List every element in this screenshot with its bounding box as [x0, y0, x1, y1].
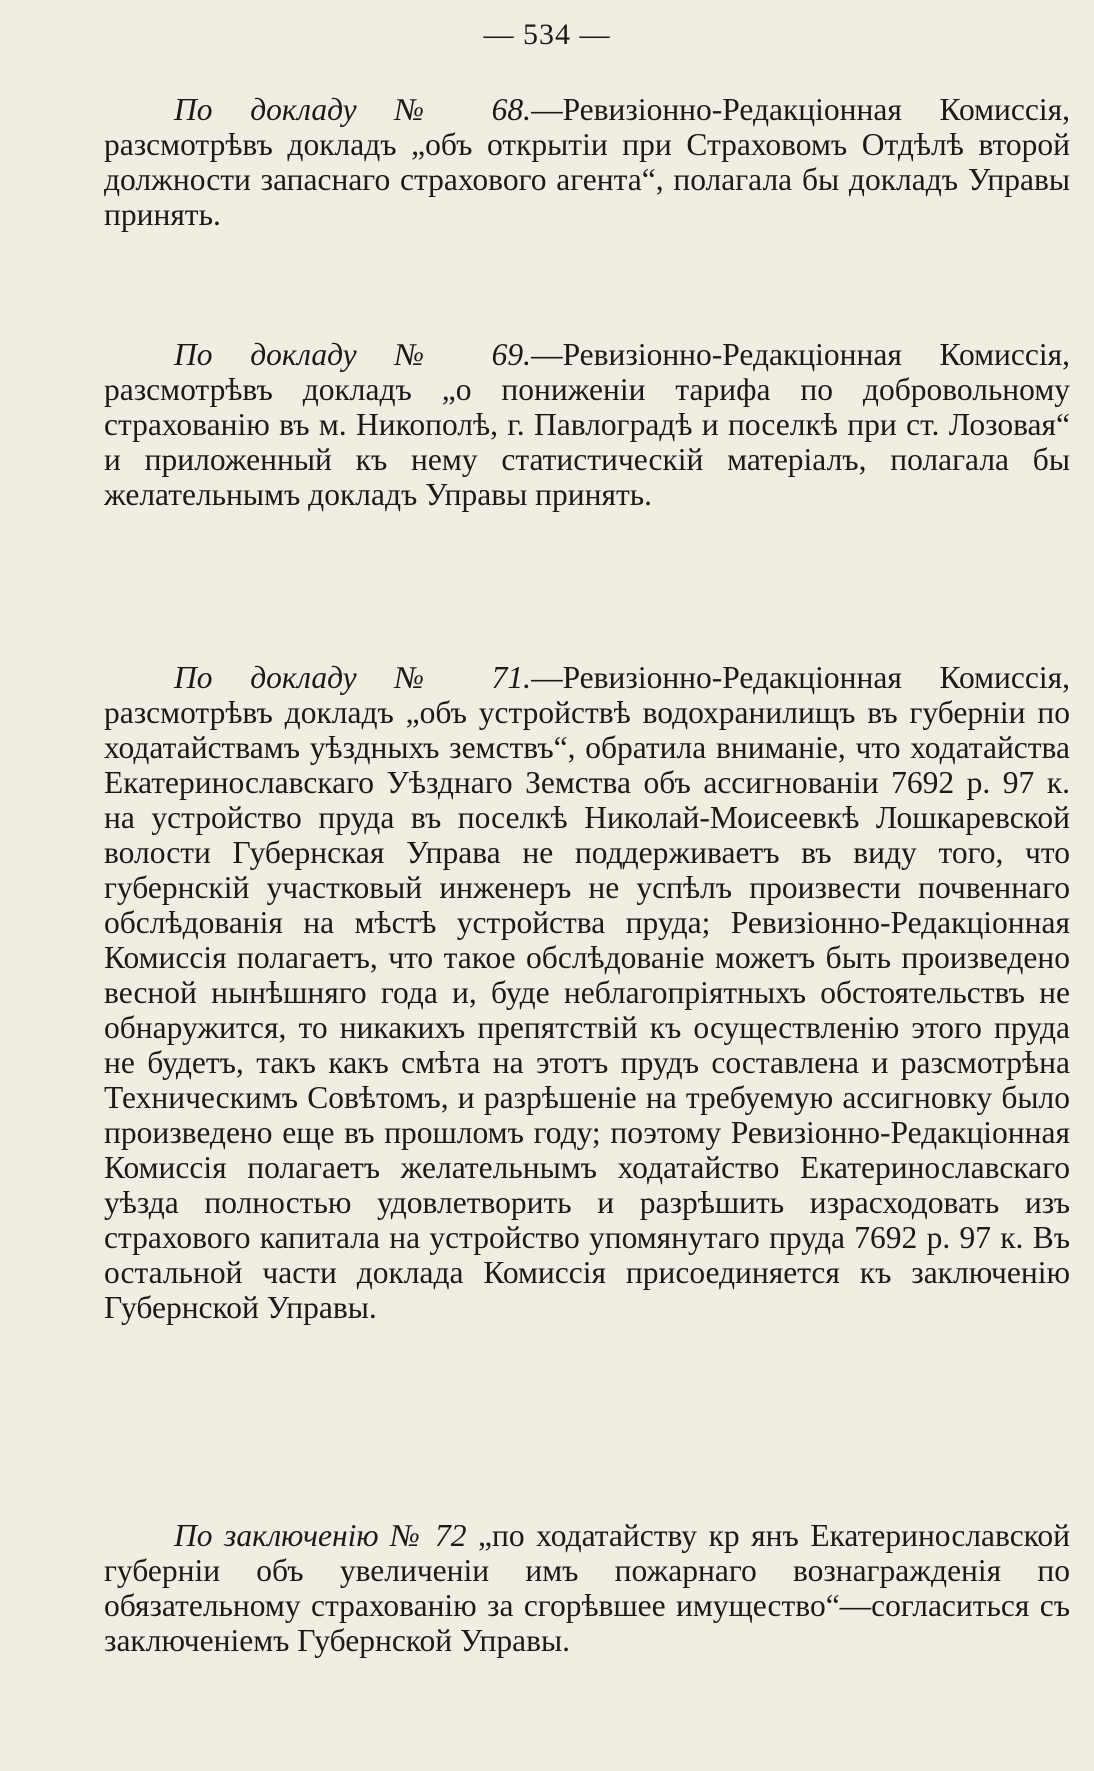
paragraph-lead: По докладу № 69.	[174, 337, 532, 372]
paragraph-text: —Ревизіонно-Редакціонная Комиссія, разсмотрѣвъ докладъ „объ устройствѣ водохранилищъ въ губерніи по ходатайствамъ уѣздныхъ земствъ“, обратила вниманіе, что ходатайства Екатеринославскаго Уѣзднаго Земства объ ассигнованіи 7692 р. 97 к. на устройство пруда въ поселкѣ Николай-Моисеевкѣ Лошкаревской волости Губернская Управа не поддерживаетъ въ виду того, что губернскій участковый инженеръ не успѣлъ произвести почвеннаго обслѣдованія на мѣстѣ устройства пруда; Ревизіонно-Редакціонная Комиссія полагаетъ, что такое обслѣдованіе можетъ быть произведено весной нынѣшняго года и, буде неблагопріятныхъ обстоятельствъ не обнаружится, то никакихъ препятствій къ осуществленію этого пруда не будетъ, такъ какъ смѣта на этотъ прудъ составлена и разсмотрѣна Техническимъ Совѣтомъ, и разрѣшеніе на требуемую ассигновку было произведено еще въ прошломъ году; поэтому Ревизіонно-Редакціонная Комиссія полагаетъ желательнымъ ходатайство Екатеринославскаго уѣзда полностью удовлетворить и разрѣшить израсходовать изъ страхового капитала на устройство упомянутаго пруда 7692 р. 97 к. Въ остальной части доклада Комиссія присоединяется къ заключенію Губернской Управы.	[104, 660, 1070, 1325]
paragraph-text: —Ревизіонно-Редакціонная Комиссія, разсмотрѣвъ докладъ „объ открытіи при Страховомъ Отдѣлѣ второй должности запаснаго страхового агента“, полагала бы докладъ Управы принять.	[104, 92, 1070, 232]
paragraph-text: „по ходатайству кр янъ Екатеринославской губерніи объ увеличеніи имъ пожарнаго вознагражденія по обязательному страхованію за сгорѣвшее имущество“—согласиться съ заключеніемъ Губернской Управы.	[104, 1518, 1070, 1658]
paragraph-conclusion-72	[104, 1518, 1070, 1658]
paragraph-lead: По заключенію № 72	[174, 1518, 467, 1553]
page-number: — 534 —	[483, 18, 611, 51]
paragraph-text: —Ревизіонно-Редакціонная Комиссія, разсмотрѣвъ докладъ „о пониженіи тарифа по добровольному страхованію въ м. Никополѣ, г. Павлоградѣ и поселкѣ при ст. Лозовая“ и приложенный къ нему статистическій матеріалъ, полагала бы желательнымъ докладъ Управы принять.	[104, 337, 1070, 512]
paragraph-lead: По докладу № 68.	[174, 92, 532, 127]
paragraph-report-71	[104, 660, 1070, 1325]
paragraph-report-68	[104, 92, 1070, 232]
paragraph-report-69	[104, 337, 1070, 512]
paragraph-lead: По докладу № 71.	[174, 660, 532, 695]
